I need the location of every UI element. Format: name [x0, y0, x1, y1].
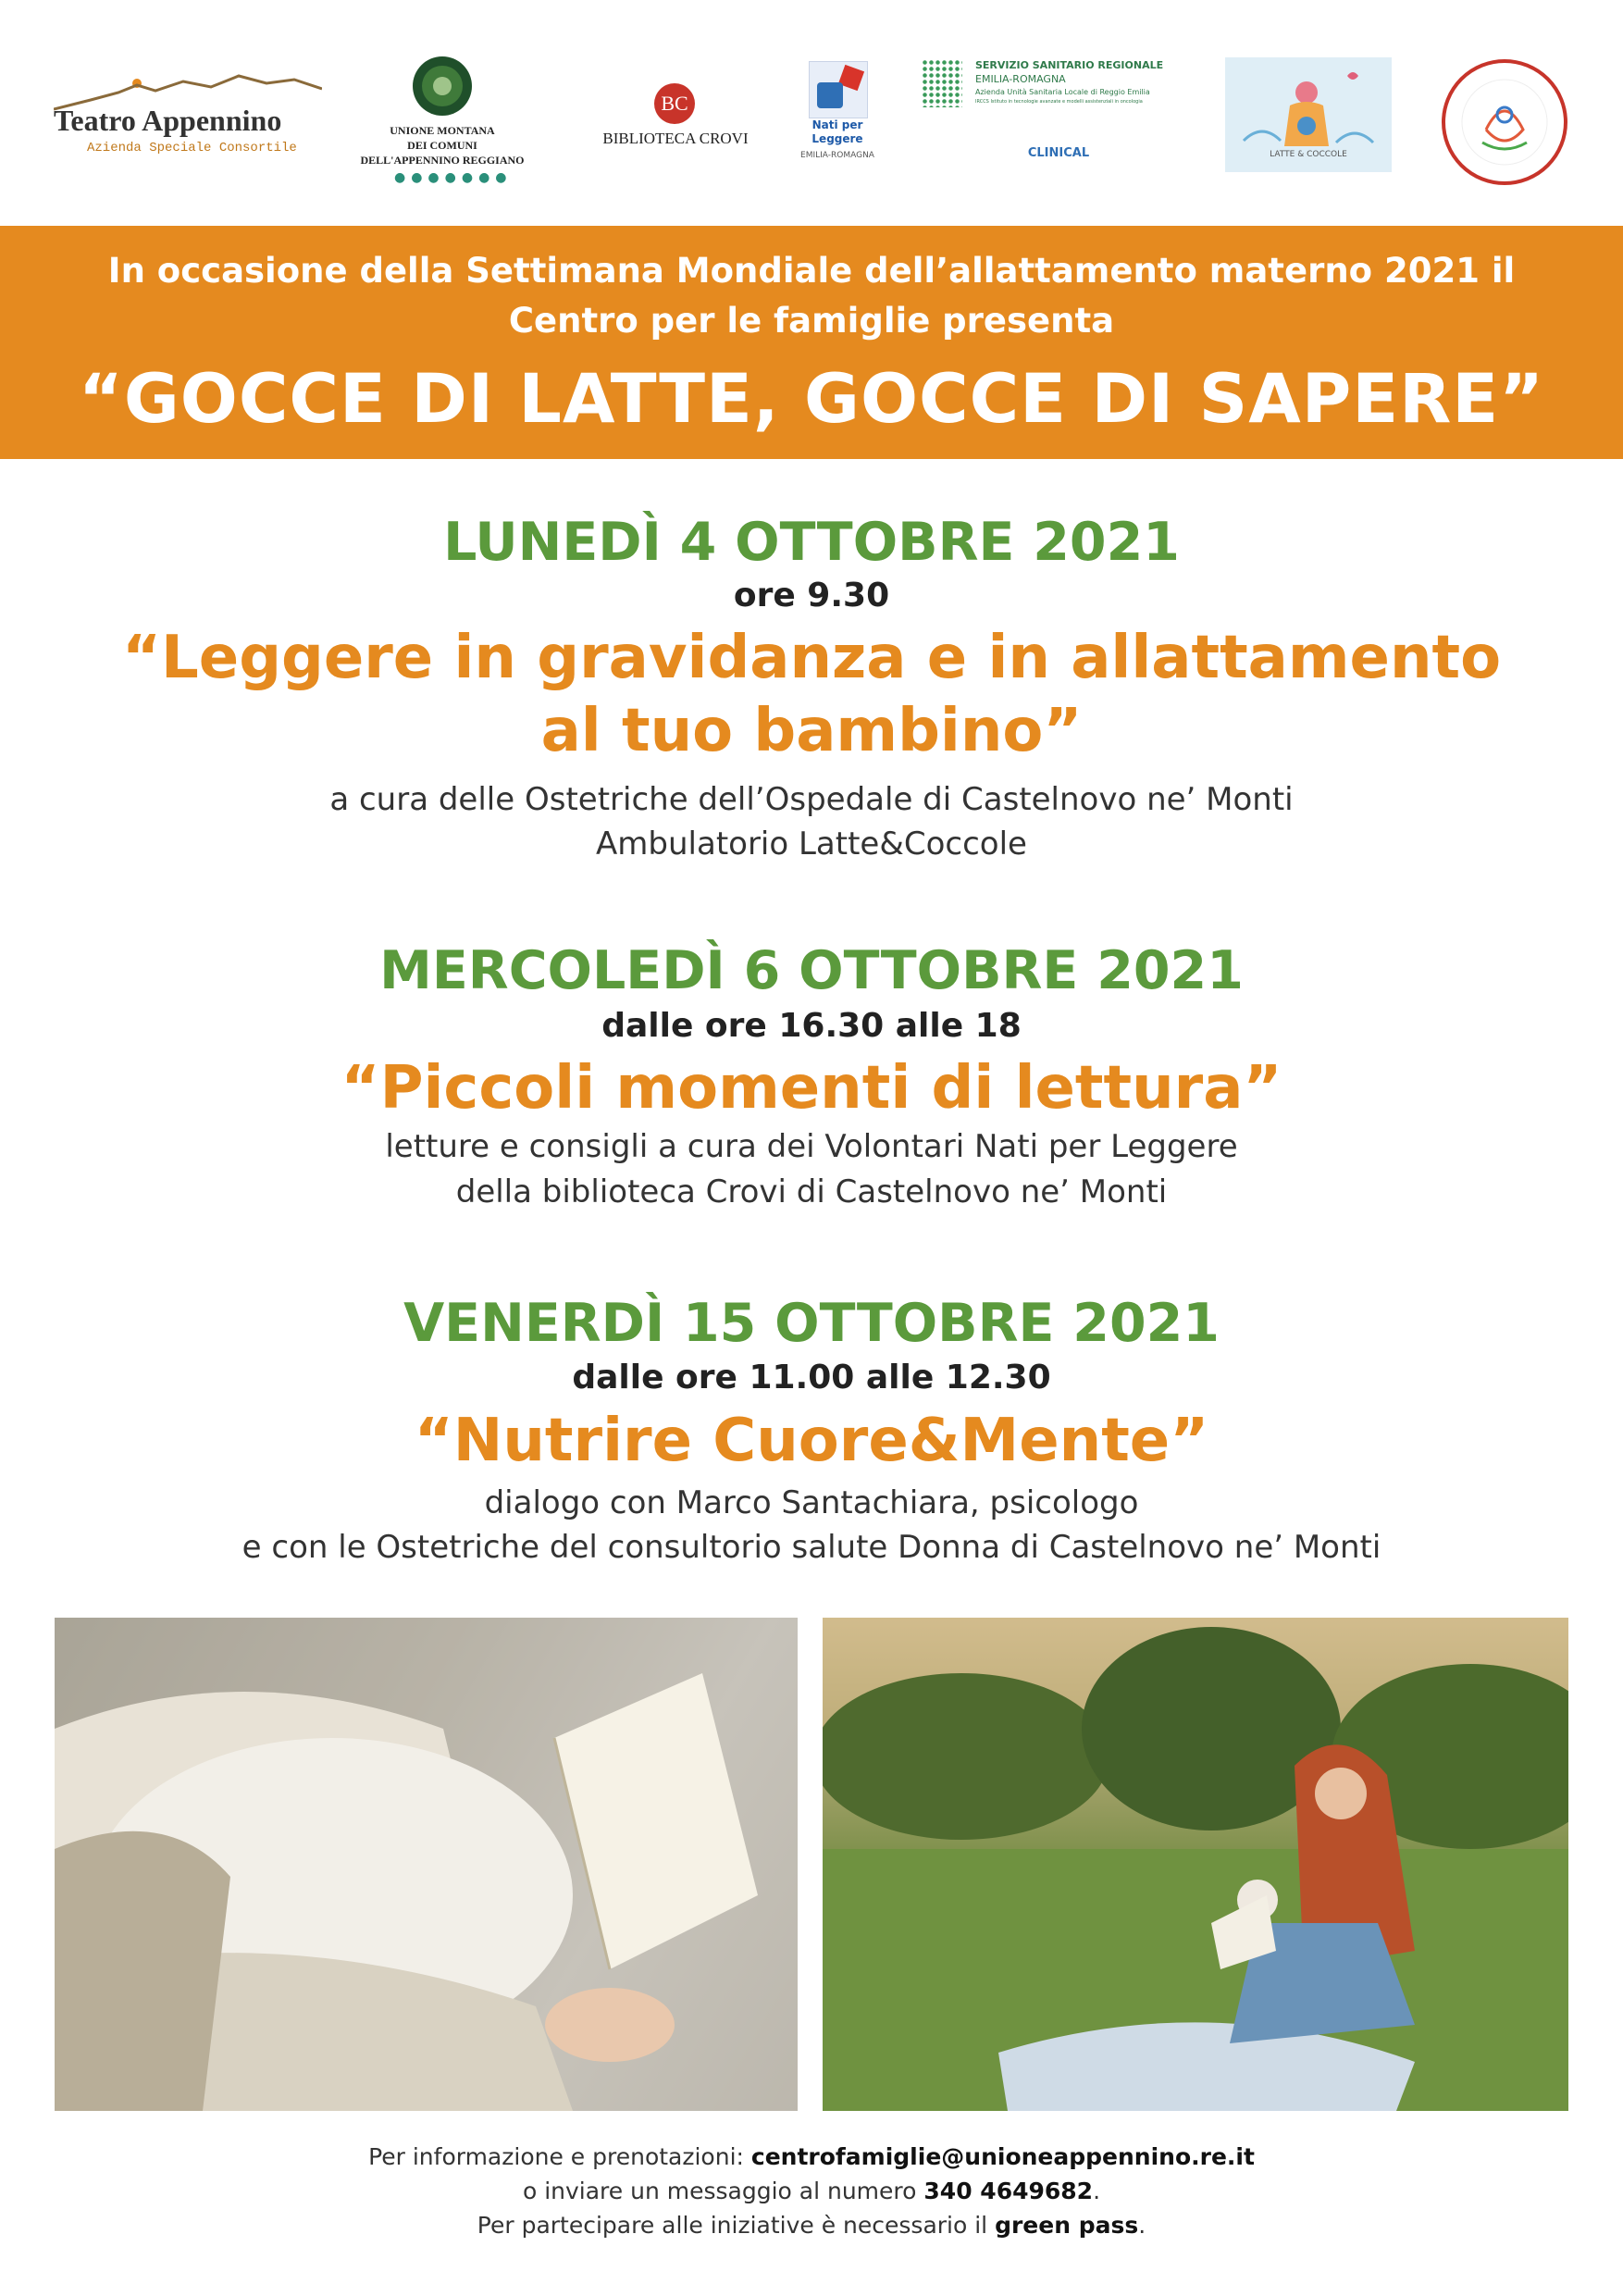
- ssr-line2: EMILIA-ROMAGNA: [975, 73, 1066, 85]
- event-3-time: dalle ore 11.00 alle 12.30: [572, 1359, 1051, 1396]
- ssr-line4: IRCCS Istituto in tecnologie avanzate e modelli assistenziali in oncologia: [975, 99, 1143, 105]
- banner-intro: [0, 246, 1623, 346]
- event-2-title: “Piccoli momenti di lettura”: [341, 1054, 1282, 1123]
- event-2-desc-line2: della biblioteca Crovi di Castelnovo ne’ Monti: [455, 1173, 1168, 1210]
- ssr-line3: Azienda Unità Sanitaria Locale di Reggio Emilia: [975, 88, 1150, 96]
- bc-badge: BC: [654, 83, 695, 124]
- latte-caption: LATTE & COCCOLE: [1270, 150, 1347, 159]
- pregnant-reading-illustration: [55, 1618, 798, 2111]
- green-pass-requirement: green pass: [995, 2212, 1139, 2239]
- unione-line3: DELL'APPENNINO REGGIANO: [360, 154, 525, 167]
- event-3-desc-line1: dialogo con Marco Santachiara, psicologo: [484, 1484, 1139, 1521]
- logo-proteggere-allattamento: [1440, 57, 1569, 187]
- teatro-name: Teatro Appennino: [54, 104, 282, 137]
- contact-phone[interactable]: 340 4649682: [923, 2178, 1094, 2204]
- banner-intro-line2: Centro per le famiglie presenta: [508, 301, 1115, 341]
- event-series-title: “GOCCE DI LATTE, GOCCE DI SAPERE”: [78, 360, 1545, 439]
- footer-pass-label: Per partecipare alle iniziative è necessario il: [477, 2212, 988, 2239]
- header-banner: [0, 226, 1623, 459]
- breastfeeding-seal-icon: [1440, 57, 1569, 187]
- logo-latte-coccole: [1225, 57, 1392, 172]
- event-2-time: dalle ore 16.30 alle 18: [601, 1007, 1022, 1045]
- footer-message-line: [0, 2174, 1623, 2208]
- nati-region: EMILIA-ROMAGNA: [800, 151, 874, 160]
- contact-email[interactable]: centrofamiglie@unioneappennino.re.it: [750, 2143, 1255, 2170]
- unione-dots: ●●●●●●●: [394, 170, 513, 185]
- logo-teatro-appennino: [54, 65, 322, 167]
- nati-line2: Leggere: [812, 132, 863, 145]
- footer-pass-line: [0, 2208, 1623, 2242]
- green-emblem-icon: [410, 54, 475, 118]
- footer-info-label: Per informazione e prenotazioni:: [368, 2143, 744, 2170]
- photo-pregnant-woman-reading: [55, 1618, 798, 2111]
- event-3-title: “Nutrire Cuore&Mente”: [414, 1407, 1209, 1475]
- nati-line1: Nati per: [812, 118, 863, 131]
- nati-card: [809, 61, 868, 118]
- event-1-desc-line2: Ambulatorio Latte&Coccole: [596, 825, 1027, 863]
- footer-pass-end: .: [1138, 2212, 1146, 2239]
- event-2-desc-line1: letture e consigli a cura dei Volontari Nati per Leggere: [385, 1128, 1238, 1165]
- logo-unione-montana: [359, 54, 526, 183]
- footer-message-label: o inviare un messaggio al numero: [522, 2178, 917, 2204]
- event-1-title-line2: al tuo bambino”: [540, 697, 1083, 765]
- unione-line2: DEI COMUNI: [407, 139, 477, 152]
- footer-message-end: .: [1093, 2178, 1101, 2204]
- logo-biblioteca-crovi: [592, 83, 759, 148]
- logo-servizio-sanitario: [922, 57, 1199, 178]
- biblioteca-name: BIBLIOTECA CROVI: [602, 130, 749, 147]
- event-1-title-line1: “Leggere in gravidanza e in allattamento: [121, 624, 1502, 692]
- logo-nati-per-leggere: [800, 61, 874, 176]
- event-3-date: VENERDÌ 15 OTTOBRE 2021: [403, 1293, 1220, 1354]
- event-1-time: ore 9.30: [733, 577, 890, 614]
- unione-line1: UNIONE MONTANA: [390, 124, 495, 137]
- teatro-subtitle: Azienda Speciale Consortile: [87, 141, 297, 155]
- banner-intro-line1: In occasione della Settimana Mondiale dell’allattamento materno 2021 il: [107, 251, 1516, 291]
- clinical-badge: CLINICAL: [1027, 146, 1090, 160]
- footer-info-line: [0, 2140, 1623, 2174]
- event-1-desc-line1: a cura delle Ostetriche dell’Ospedale di Castelnovo ne’ Monti: [329, 781, 1294, 818]
- event-2-date: MERCOLEDÌ 6 OTTOBRE 2021: [379, 940, 1244, 1001]
- ssr-grid-icon: [922, 59, 962, 107]
- mother-baby-park-illustration: [823, 1618, 1568, 2111]
- event-1-date: LUNEDÌ 4 OTTOBRE 2021: [443, 512, 1180, 573]
- photo-mother-baby-park: [823, 1618, 1568, 2111]
- event-3-desc-line2: e con le Ostetriche del consultorio salute Donna di Castelnovo ne’ Monti: [242, 1529, 1381, 1566]
- ssr-line1: SERVIZIO SANITARIO REGIONALE: [975, 59, 1164, 71]
